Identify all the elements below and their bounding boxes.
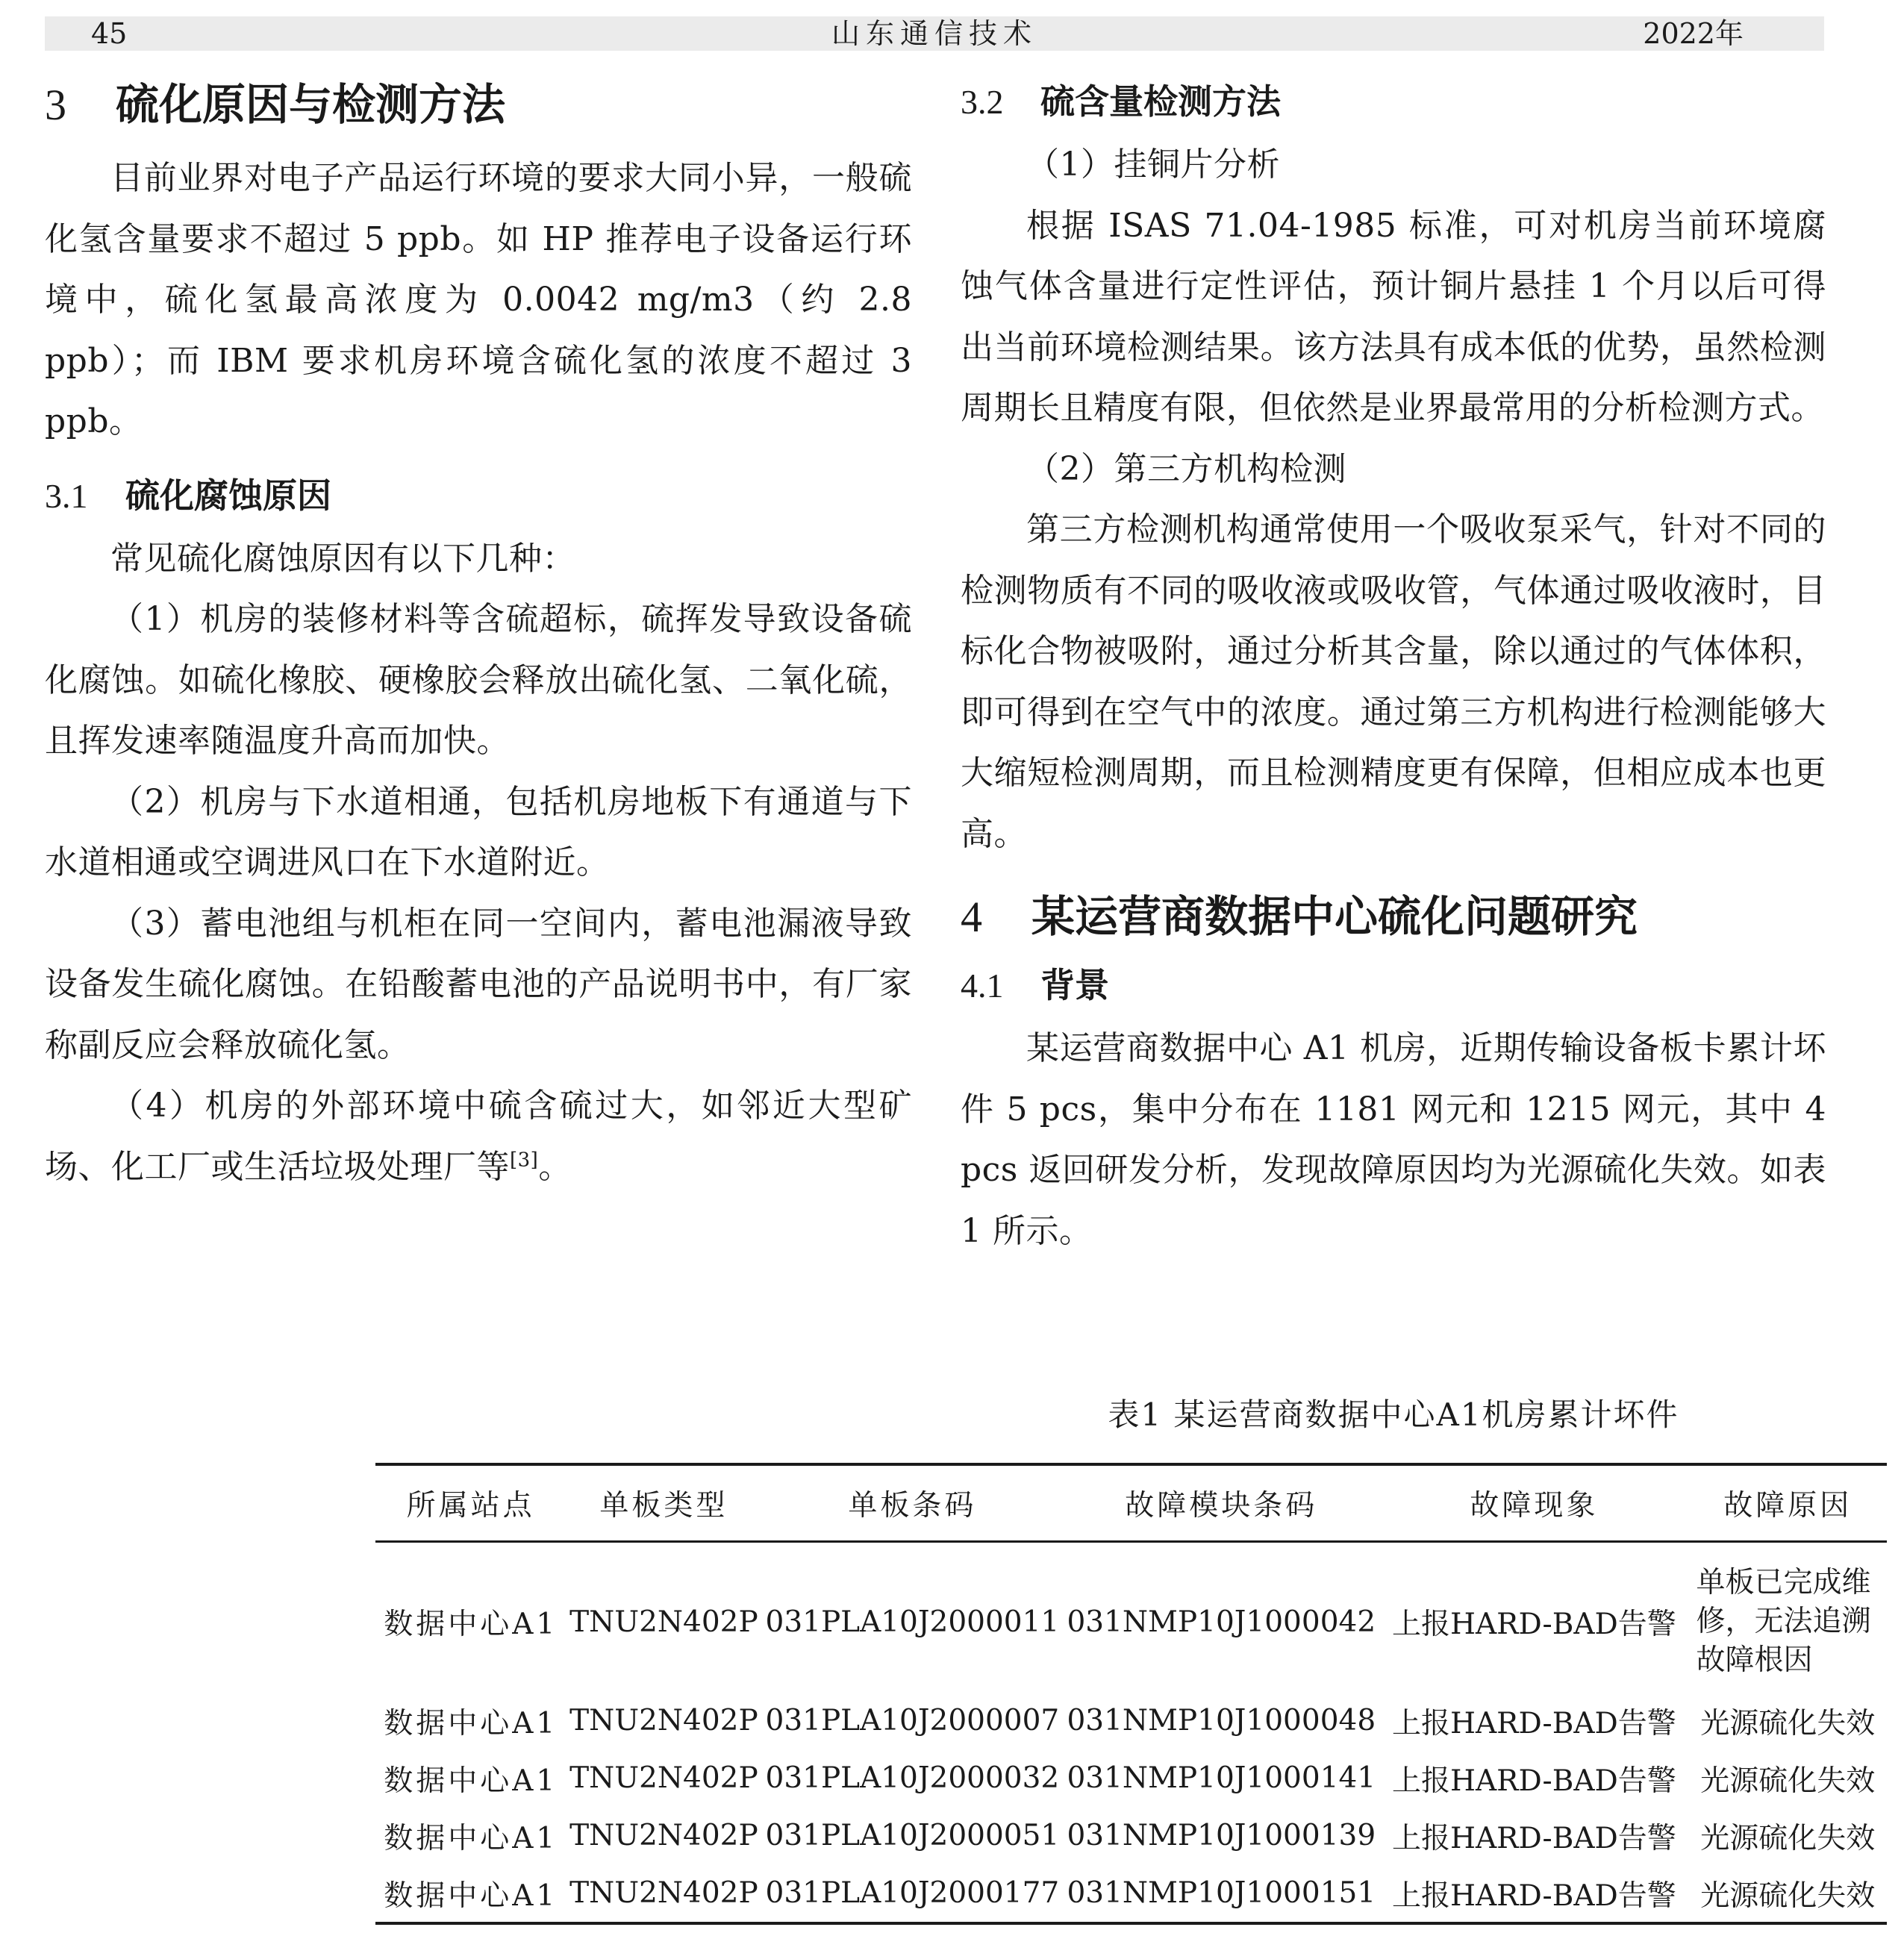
section-3-intro-paragraph: 目前业界对电子产品运行环境的要求大同小异，一般硫化氢含量要求不超过 5 ppb。如 HP 推荐电子设备运行环境中，硫化氢最高浓度为 0.0042 mg/m3（约 2.8 ppb）；而 IBM 要求机房环境含硫化氢的浓度不超过 3 ppb。	[45, 159, 912, 440]
method-2-paragraph: 第三方检测机构通常使用一个吸收泵采气，针对不同的检测物质有不同的吸收液或吸收管，气体通过吸收液时，目标化合物被吸附，通过分析其含量，除以通过的气体体积，即可得到在空气中的浓度。通过第三方机构进行检测能够大大缩短检测周期，而且检测精度更有保障，但相应成本也更高。	[961, 510, 1826, 853]
section-number: 4	[961, 893, 982, 941]
table-row	[375, 1542, 1887, 1693]
subsection-number: 4.1	[961, 966, 1004, 1005]
board-barcode-cell: 031PLA10J2000177	[761, 1864, 1063, 1923]
page-number: 45	[91, 17, 128, 50]
board-type-cell: TNU2N402P	[566, 1864, 761, 1923]
cause-item-4	[45, 1075, 912, 1197]
publication-year: 2022年	[1643, 17, 1744, 50]
section-number: 3	[45, 81, 66, 129]
site-cell: 数据中心A1	[375, 1864, 566, 1923]
subsection-number: 3.1	[45, 476, 88, 515]
cause-cell: 光源硫化失效	[1700, 1764, 1876, 1798]
table-row	[375, 1807, 1887, 1864]
column-header: 所属站点	[375, 1464, 566, 1542]
method-1-paragraph: 根据 ISAS 71.04-1985 标准，可对机房当前环境腐蚀气体含量进行定性评估，预计铜片悬挂 1 个月以后可得出当前环境检测结果。该方法具有成本低的优势，虽然检测周期长且精度有限，但依然是业界最常用的分析检测方式。	[961, 206, 1826, 427]
journal-name: 山东通信技术	[831, 17, 1037, 50]
failure-table	[375, 1463, 1887, 1925]
symptom-cell: 上报HARD-BAD告警	[1391, 1821, 1676, 1855]
section-title: 硫化原因与检测方法	[116, 79, 506, 130]
module-barcode-cell: 031NMP10J1000151	[1063, 1864, 1379, 1923]
symptom-cell: 上报HARD-BAD告警	[1391, 1608, 1676, 1641]
cause-cell: 光源硫化失效	[1689, 1864, 1887, 1923]
table-row	[375, 1864, 1887, 1923]
column-header: 单板条码	[761, 1464, 1063, 1542]
cause-cell: 光源硫化失效	[1700, 1706, 1876, 1740]
board-barcode-cell: 031PLA10J2000011	[765, 1605, 1060, 1639]
method-1-title: （1）挂铜片分析	[1026, 146, 1280, 184]
board-barcode-cell: 031PLA10J2000032	[765, 1761, 1060, 1795]
symptom-cell: 上报HARD-BAD告警	[1379, 1864, 1688, 1923]
cause-item-4-text: （4）机房的外部环境中硫含硫过大，如邻近大型矿场、化工厂或生活垃圾处理厂等	[45, 1087, 912, 1186]
column-header: 故障原因	[1689, 1464, 1887, 1542]
cause-item-1: （1）机房的装修材料等含硫超标，硫挥发导致设备硫化腐蚀。如硫化橡胶、硬橡胶会释放出硫化氢、二氧化硫，且挥发速率随温度升高而加快。	[45, 600, 912, 760]
column-header: 故障模块条码	[1063, 1464, 1379, 1542]
symptom-cell: 上报HARD-BAD告警	[1391, 1764, 1676, 1798]
subsection-number: 3.2	[961, 83, 1004, 121]
site-cell: 数据中心A1	[384, 1706, 558, 1740]
section-title: 某运营商数据中心硫化问题研究	[1031, 891, 1638, 942]
module-barcode-cell: 031NMP10J1000042	[1067, 1605, 1376, 1639]
module-barcode-cell: 031NMP10J1000139	[1067, 1819, 1376, 1852]
table-caption: 表1 某运营商数据中心A1机房累计坏件	[1108, 1396, 1679, 1433]
table-row	[375, 1692, 1887, 1749]
cause-cell: 单板已完成维修，无法追溯故障根因	[1696, 1566, 1871, 1677]
subsection-3-2-heading	[961, 69, 1826, 134]
method-2-title: （2）第三方机构检测	[1026, 449, 1346, 488]
board-type-cell: TNU2N402P	[569, 1704, 758, 1737]
left-column	[45, 69, 912, 1197]
site-cell: 数据中心A1	[384, 1608, 558, 1641]
site-cell: 数据中心A1	[384, 1821, 558, 1855]
cause-item-4-end: 。	[538, 1147, 572, 1186]
board-type-cell: TNU2N402P	[569, 1819, 758, 1852]
column-header: 单板类型	[566, 1464, 761, 1542]
subsection-4-1-heading	[961, 952, 1826, 1018]
board-type-cell: TNU2N402P	[569, 1761, 758, 1795]
subsection-title: 背景	[1040, 965, 1109, 1005]
subsection-3-1-heading	[45, 463, 912, 528]
symptom-cell: 上报HARD-BAD告警	[1391, 1706, 1676, 1740]
citation-reference: [3]	[510, 1148, 539, 1171]
board-barcode-cell: 031PLA10J2000007	[765, 1704, 1060, 1737]
module-barcode-cell: 031NMP10J1000141	[1067, 1761, 1376, 1795]
column-header: 故障现象	[1379, 1464, 1688, 1542]
board-type-cell: TNU2N402P	[569, 1605, 758, 1639]
table-header-row	[375, 1464, 1887, 1542]
module-barcode-cell: 031NMP10J1000048	[1067, 1704, 1376, 1737]
site-cell: 数据中心A1	[384, 1764, 558, 1798]
cause-item-2: （2）机房与下水道相通，包括机房地板下有通道与下水道相通或空调进风口在下水道附近。	[45, 782, 912, 881]
cause-lead-paragraph: 常见硫化腐蚀原因有以下几种：	[110, 539, 575, 578]
board-barcode-cell: 031PLA10J2000051	[765, 1819, 1060, 1852]
table-row	[375, 1749, 1887, 1807]
cause-item-3: （3）蓄电池组与机柜在同一空间内，蓄电池漏液导致设备发生硫化腐蚀。在铅酸蓄电池的产品说明书中，有厂家称副反应会释放硫化氢。	[45, 904, 912, 1064]
subsection-title: 硫含量检测方法	[1040, 81, 1281, 122]
section-4-heading	[961, 881, 1826, 952]
cause-cell: 光源硫化失效	[1700, 1821, 1876, 1855]
background-paragraph: 某运营商数据中心 A1 机房，近期传输设备板卡累计坏件 5 pcs，集中分布在 1181 网元和 1215 网元，其中 4 pcs 返回研发分析，发现故障原因均为光源硫化失效。如表 1 所示。	[961, 1029, 1826, 1250]
running-header	[45, 16, 1824, 51]
subsection-title: 硫化腐蚀原因	[125, 475, 331, 516]
section-3-heading	[45, 69, 912, 140]
right-column	[961, 69, 1826, 1261]
